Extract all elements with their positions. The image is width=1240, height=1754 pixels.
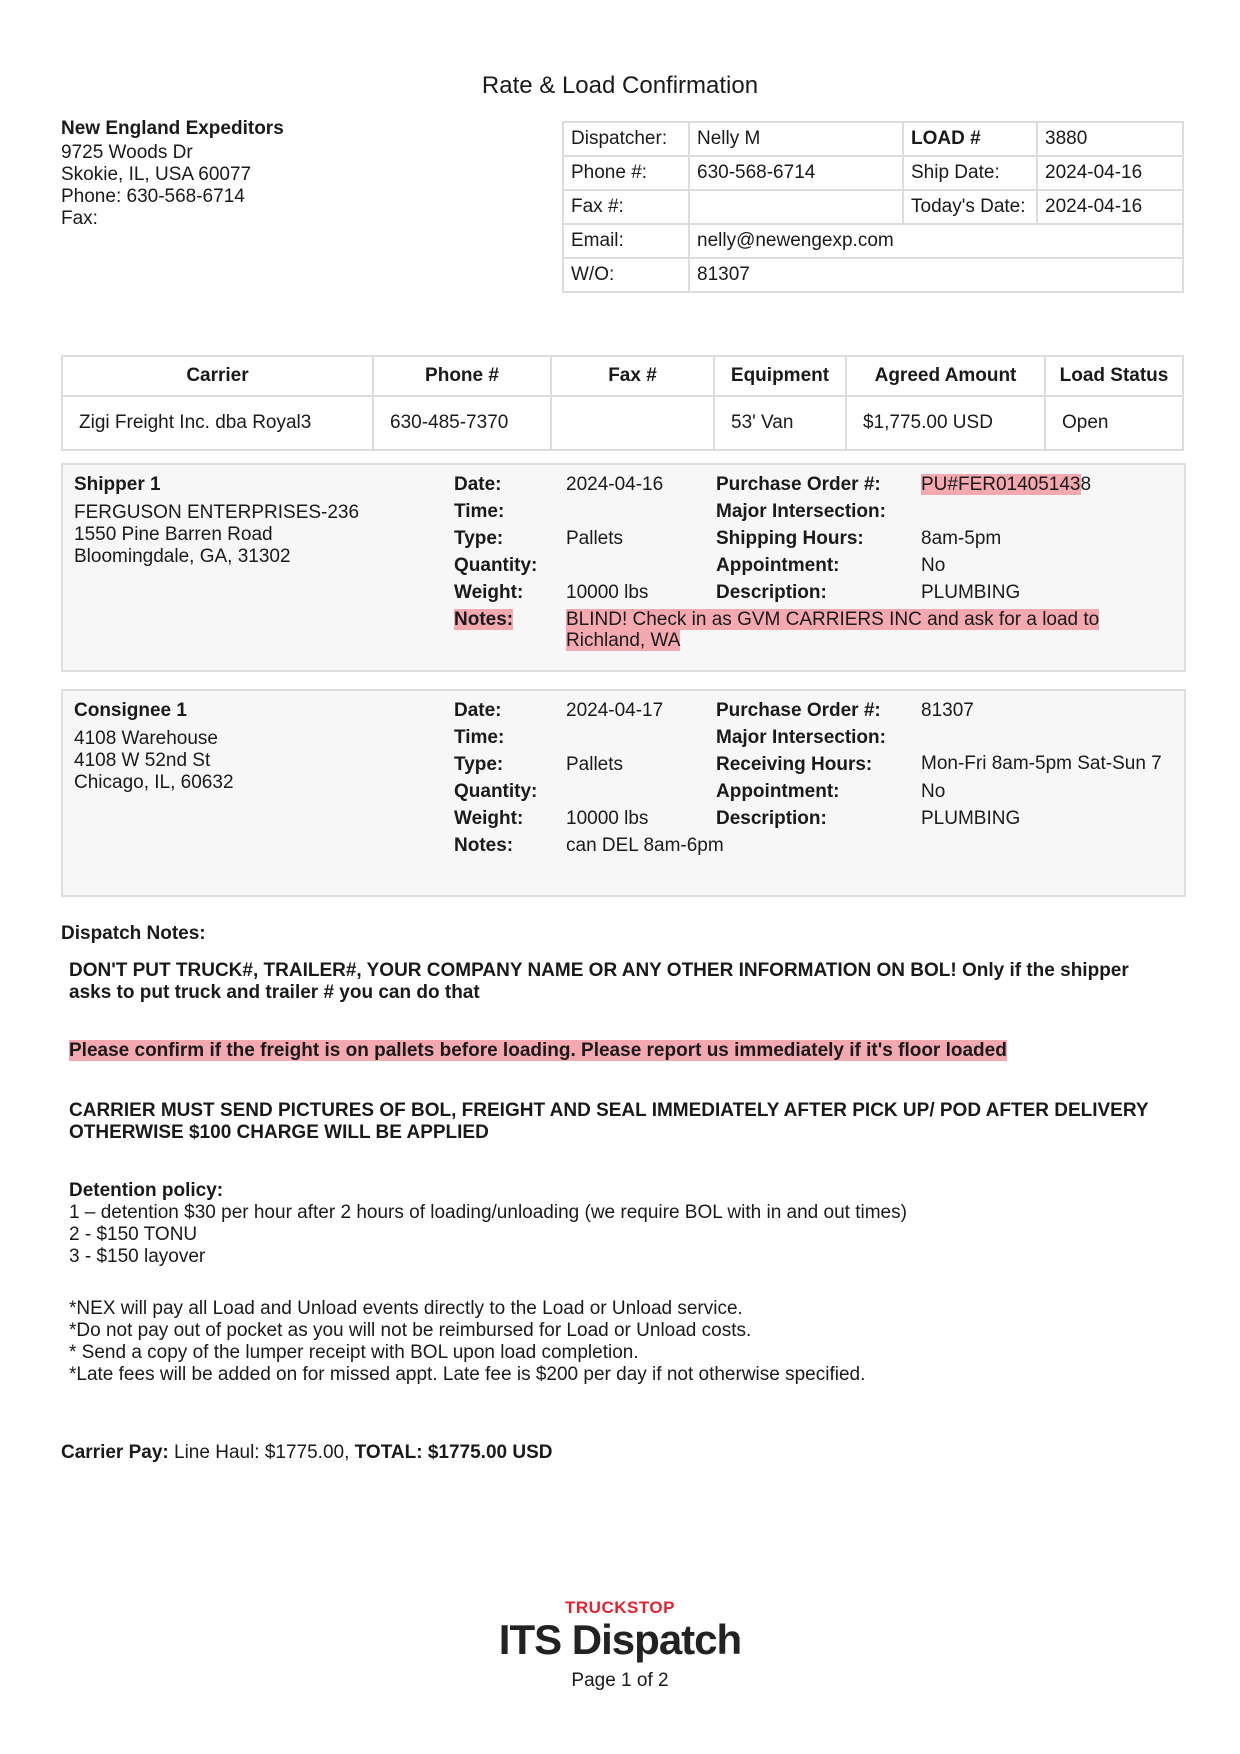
carrier-table	[61, 355, 1184, 451]
detention-item-3: 3 - $150 layover	[69, 1246, 206, 1267]
consignee-address-line1: 4108 Warehouse	[74, 728, 219, 749]
consignee-description-label: Description:	[716, 808, 827, 829]
fax-header: Fax #	[551, 356, 714, 396]
consignee-weight-label: Weight:	[454, 808, 524, 829]
load-label: LOAD #	[903, 122, 1037, 156]
shipper-weight-label: Weight:	[454, 582, 524, 603]
consignee-appointment: No	[921, 781, 946, 802]
company-fax: Fax:	[61, 208, 98, 229]
its-dispatch-wordmark: ITS Dispatch	[498, 1616, 742, 1663]
shipper-details	[454, 474, 1186, 651]
consignee-time	[566, 727, 716, 748]
consignee-details	[454, 700, 1186, 856]
dispatch-note-2: Please confirm if the freight is on pallets before loading. Please report us immediately if it's floor loaded	[69, 1040, 1007, 1061]
shipper-address	[74, 502, 359, 568]
carrier-equipment: 53' Van	[714, 396, 846, 450]
terms-line-3: * Send a copy of the lumper receipt with BOL upon load completion.	[69, 1342, 639, 1363]
consignee-title: Consignee 1	[74, 700, 187, 721]
email-row	[563, 224, 1183, 258]
shipper-weight: 10000 lbs	[566, 582, 649, 603]
shipper-quantity-label: Quantity:	[454, 555, 538, 576]
consignee-date-label: Date:	[454, 700, 502, 721]
phone-label: Phone #:	[563, 156, 689, 190]
load-status-header: Load Status	[1045, 356, 1183, 396]
shipper-notes-label: Notes:	[454, 609, 514, 630]
shipper-date-label: Date:	[454, 474, 502, 495]
company-block	[61, 118, 284, 230]
detention-item-1: 1 – detention $30 per hour after 2 hours of loading/unloading (we require BOL with in and out times)	[69, 1202, 907, 1223]
consignee-quantity	[566, 781, 716, 802]
shipper-title: Shipper 1	[74, 474, 161, 495]
shipper-appointment: No	[921, 555, 946, 576]
phone-header: Phone #	[373, 356, 551, 396]
truckstop-brand: TRUCKSTOP	[565, 1598, 675, 1617]
todays-date-value: 2024-04-16	[1037, 190, 1183, 224]
carrier-header-row	[62, 356, 1183, 396]
email-label: Email:	[563, 224, 689, 258]
dispatcher-row	[563, 122, 1183, 156]
wo-value: 81307	[689, 258, 1183, 292]
terms-line-4: *Late fees will be added on for missed appt. Late fee is $200 per day if not otherwise specified.	[69, 1364, 866, 1385]
ship-date-label: Ship Date:	[903, 156, 1037, 190]
carrier-load-status: Open	[1045, 396, 1183, 450]
consignee-intersection	[921, 727, 1186, 748]
consignee-notes-label: Notes:	[454, 835, 514, 856]
carrier-header: Carrier	[62, 356, 373, 396]
carrier-name: Zigi Freight Inc. dba Royal3	[62, 396, 373, 450]
consignee-address-line3: Chicago, IL, 60632	[74, 772, 234, 793]
consignee-time-label: Time:	[454, 727, 505, 748]
dispatch-note-1: DON'T PUT TRUCK#, TRAILER#, YOUR COMPANY NAME OR ANY OTHER INFORMATION ON BOL! Only if the shipper asks to put truck and trailer # you can do that	[69, 960, 1129, 1003]
dispatcher-value: Nelly M	[689, 122, 903, 156]
shipper-hours-label: Shipping Hours:	[716, 528, 864, 549]
carrier-pay-total: TOTAL: $1775.00 USD	[354, 1442, 553, 1463]
consignee-intersection-label: Major Intersection:	[716, 727, 886, 748]
shipper-type: Pallets	[566, 528, 624, 549]
fax-label: Fax #:	[563, 190, 689, 224]
shipper-quantity	[566, 555, 716, 576]
shipper-section	[61, 463, 1186, 672]
shipper-time	[566, 501, 716, 522]
shipper-notes-line1: BLIND! Check in as GVM CARRIERS INC and ask for a load to	[566, 609, 1100, 630]
consignee-appointment-label: Appointment:	[716, 781, 840, 802]
consignee-po: 81307	[921, 700, 974, 721]
fax-row	[563, 190, 1183, 224]
carrier-fax	[551, 396, 714, 450]
dispatch-note-2-wrap	[69, 1040, 1159, 1062]
consignee-weight: 10000 lbs	[566, 808, 649, 829]
terms-line-2: *Do not pay out of pocket as you will not be reimbursed for Load or Unload costs.	[69, 1320, 752, 1341]
consignee-hours: Mon-Fri 8am-5pm Sat-Sun 7	[921, 753, 1162, 774]
shipper-intersection	[921, 501, 1186, 522]
fax-value	[689, 190, 903, 224]
shipper-address-line1: FERGUSON ENTERPRISES-236	[74, 502, 360, 523]
dispatch-note-3: CARRIER MUST SEND PICTURES OF BOL, FREIGHT AND SEAL IMMEDIATELY AFTER PICK UP/ POD AFTER DELIVERY OTHERWISE $100 CHARGE WILL BE APPLIED	[69, 1100, 1149, 1143]
shipper-hours: 8am-5pm	[921, 528, 1002, 549]
load-value: 3880	[1037, 122, 1183, 156]
detention-policy	[69, 1180, 1159, 1268]
carrier-pay-label: Carrier Pay:	[61, 1442, 169, 1463]
agreed-amount-header: Agreed Amount	[846, 356, 1045, 396]
company-address-line1: 9725 Woods Dr	[61, 142, 193, 163]
todays-date-label: Today's Date:	[903, 190, 1037, 224]
shipper-description-label: Description:	[716, 582, 827, 603]
shipper-address-line2: 1550 Pine Barren Road	[74, 524, 273, 545]
company-address-line2: Skokie, IL, USA 60077	[61, 164, 252, 185]
shipper-notes-line2: Richland, WA	[566, 630, 681, 651]
detention-title: Detention policy:	[69, 1180, 224, 1201]
company-phone: Phone: 630-568-6714	[61, 186, 245, 207]
shipper-po-rest: 8	[1080, 474, 1092, 495]
dispatcher-table	[562, 121, 1184, 293]
shipper-po-highlight: PU#FER01405143	[921, 474, 1081, 495]
detention-item-2: 2 - $150 TONU	[69, 1224, 198, 1245]
equipment-header: Equipment	[714, 356, 846, 396]
carrier-row	[62, 396, 1183, 450]
consignee-type: Pallets	[566, 754, 624, 775]
consignee-type-label: Type:	[454, 754, 504, 775]
wo-row	[563, 258, 1183, 292]
company-name: New England Expeditors	[61, 118, 284, 139]
shipper-notes-label-wrap	[454, 609, 566, 651]
carrier-phone: 630-485-7370	[373, 396, 551, 450]
consignee-address	[74, 728, 234, 794]
consignee-po-label: Purchase Order #:	[716, 700, 881, 721]
shipper-po-label: Purchase Order #:	[716, 474, 881, 495]
shipper-description: PLUMBING	[921, 582, 1021, 603]
shipper-appointment-label: Appointment:	[716, 555, 840, 576]
consignee-date: 2024-04-17	[566, 700, 664, 721]
consignee-notes: can DEL 8am-6pm	[566, 835, 724, 856]
document-title: Rate & Load Confirmation	[481, 72, 759, 99]
consignee-address-line2: 4108 W 52nd St	[74, 750, 211, 771]
phone-value: 630-568-6714	[689, 156, 903, 190]
wo-label: W/O:	[563, 258, 689, 292]
shipper-po	[921, 474, 1186, 495]
its-dispatch-logo	[0, 1598, 1240, 1662]
ship-date-value: 2024-04-16	[1037, 156, 1183, 190]
email-value: nelly@newengexp.com	[689, 224, 1183, 258]
carrier-pay-line-haul: Line Haul: $1775.00,	[174, 1442, 350, 1463]
shipper-address-line3: Bloomingdale, GA, 31302	[74, 546, 291, 567]
shipper-intersection-label: Major Intersection:	[716, 501, 886, 522]
shipper-notes	[566, 609, 1186, 651]
consignee-description: PLUMBING	[921, 808, 1021, 829]
page-number: Page 1 of 2	[571, 1670, 669, 1691]
consignee-hours-label: Receiving Hours:	[716, 754, 873, 775]
carrier-agreed-amount: $1,775.00 USD	[846, 396, 1045, 450]
consignee-quantity-label: Quantity:	[454, 781, 538, 802]
shipper-date: 2024-04-16	[566, 474, 664, 495]
consignee-section	[61, 689, 1186, 897]
carrier-pay	[61, 1442, 552, 1464]
phone-row	[563, 156, 1183, 190]
dispatcher-label: Dispatcher:	[563, 122, 689, 156]
terms-line-1: *NEX will pay all Load and Unload events directly to the Load or Unload service.	[69, 1298, 743, 1319]
dispatch-notes-title: Dispatch Notes:	[61, 923, 206, 944]
payment-terms	[69, 1298, 1159, 1386]
shipper-time-label: Time:	[454, 501, 505, 522]
shipper-type-label: Type:	[454, 528, 504, 549]
